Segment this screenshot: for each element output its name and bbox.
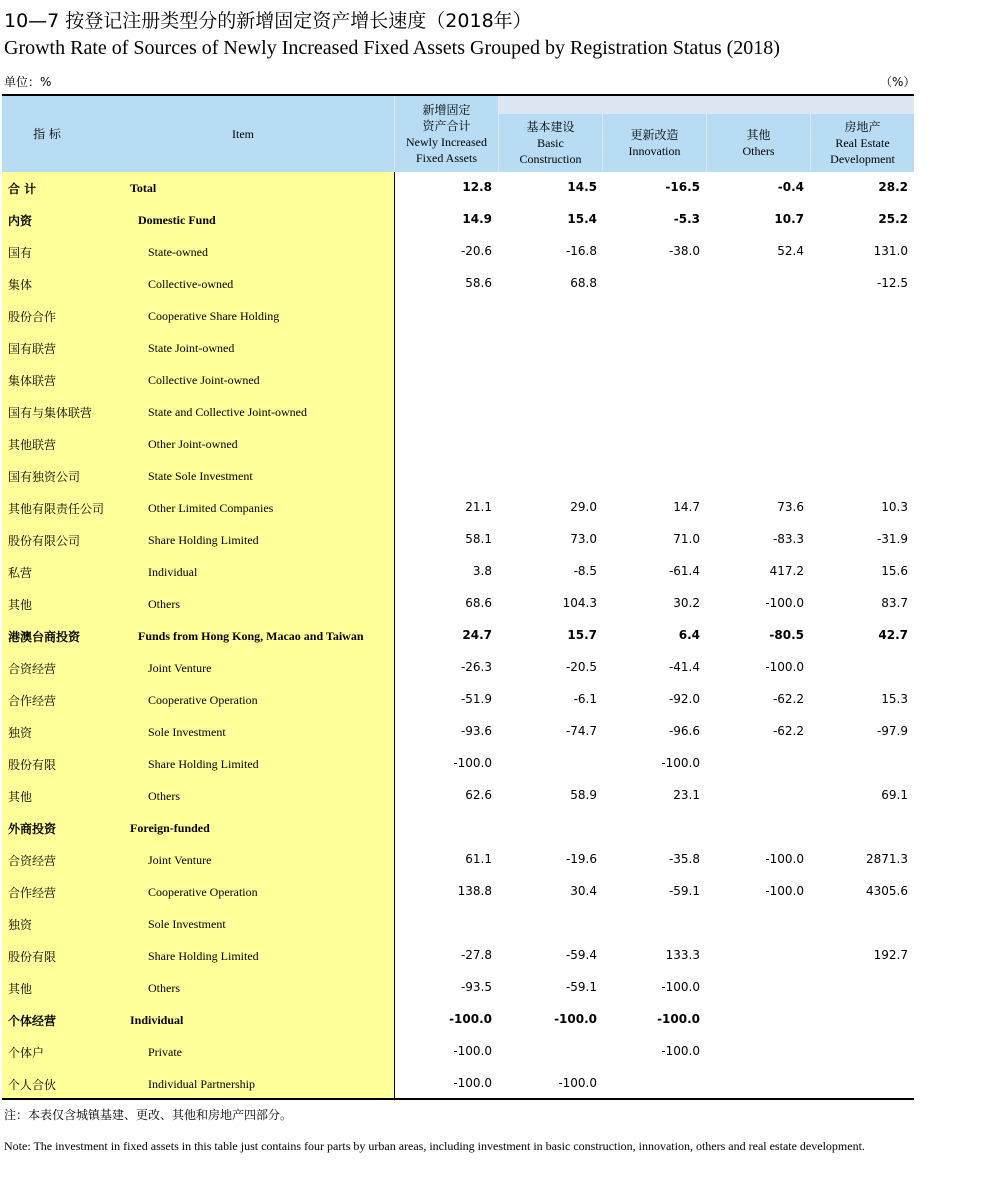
cell-value: 73.6: [777, 500, 804, 514]
cell-value: 133.3: [665, 948, 700, 962]
cell-value: 21.1: [465, 500, 492, 514]
cell-value: -100.0: [661, 756, 700, 770]
cell-value: 104.3: [562, 596, 597, 610]
row-label-cn: 合资经营: [8, 854, 57, 868]
cell-value: 15.4: [567, 212, 597, 226]
row-label-cn: 内资: [8, 214, 33, 228]
page-title-en: Growth Rate of Sources of Newly Increased Fixed Assets Grouped by Registration Status (2018): [4, 37, 780, 59]
table-row: [2, 300, 914, 332]
cell-value: 30.2: [673, 596, 700, 610]
table-row: [2, 396, 914, 428]
row-label-cn: 港澳台商投资: [8, 630, 81, 644]
header-col-total-cn1: 新增固定: [422, 103, 471, 117]
row-label-en: Others: [148, 981, 180, 995]
footnote-en: Note: The investment in fixed assets in this table just contains four parts by urban areas, including investment in basic construction, innovation, others and real estate development.: [4, 1139, 865, 1153]
cell-value: -100.0: [554, 1012, 597, 1026]
row-label-cn: 股份合作: [8, 310, 57, 324]
cell-value: -59.1: [565, 980, 597, 994]
table-row: [2, 524, 914, 556]
cell-value: -31.9: [876, 532, 908, 546]
cell-value: 29.0: [570, 500, 597, 514]
table-row: [2, 172, 914, 204]
cell-value: -8.5: [573, 564, 597, 578]
row-label-cn: 国有: [8, 246, 33, 260]
cell-value: -19.6: [565, 852, 597, 866]
cell-value: 68.6: [465, 596, 492, 610]
row-label-en: Others: [148, 597, 180, 611]
row-label-cn: 合作经营: [8, 694, 57, 708]
cell-value: -20.6: [460, 244, 492, 258]
cell-value: -12.5: [876, 276, 908, 290]
table-row: [2, 268, 914, 300]
cell-value: -80.5: [769, 628, 804, 642]
table-row: [2, 1004, 914, 1036]
cell-value: -27.8: [460, 948, 492, 962]
cell-value: -16.5: [665, 180, 700, 194]
header-indicator-label: 指 标: [33, 127, 61, 141]
cell-value: 10.7: [774, 212, 804, 226]
row-label-cn: 其他: [8, 598, 33, 612]
cell-value: -0.4: [777, 180, 804, 194]
table-row: [2, 940, 914, 972]
cell-value: -100.0: [558, 1076, 597, 1090]
table-row: [2, 876, 914, 908]
cell-value: 2871.3: [866, 852, 908, 866]
row-label-cn: 独资: [8, 918, 33, 932]
table-header: [2, 94, 914, 172]
cell-value: 23.1: [673, 788, 700, 802]
row-label-en: Sole Investment: [148, 917, 226, 931]
table-row: [2, 1036, 914, 1068]
table-row: [2, 716, 914, 748]
header-col-innovation-cn: 更新改造: [630, 128, 679, 142]
row-label-en: Private: [148, 1045, 182, 1059]
header-col-total-en1: Newly Increased: [406, 135, 487, 149]
table-row: [2, 684, 914, 716]
row-label-en: Cooperative Share Holding: [148, 309, 280, 323]
row-label-cn: 国有独资公司: [8, 470, 81, 484]
table-row: [2, 652, 914, 684]
cell-value: -100.0: [453, 756, 492, 770]
row-label-en: State-owned: [148, 245, 208, 259]
header-col-innovation: [603, 114, 706, 172]
table-row: [2, 492, 914, 524]
table-row: [2, 332, 914, 364]
header-item-label: Item: [232, 127, 254, 141]
header-col-others-cn: 其他: [746, 128, 771, 142]
row-label-cn: 合资经营: [8, 662, 57, 676]
row-label-en: Individual: [148, 565, 198, 579]
cell-value: -100.0: [657, 1012, 700, 1026]
cell-value: 138.8: [457, 884, 492, 898]
cell-value: -100.0: [765, 660, 804, 674]
cell-value: -100.0: [765, 852, 804, 866]
header-col-others-en1: Others: [742, 144, 775, 158]
table-row: [2, 460, 914, 492]
cell-value: 14.5: [567, 180, 597, 194]
table-row: [2, 1068, 914, 1100]
cell-value: -100.0: [453, 1044, 492, 1058]
cell-value: -59.1: [668, 884, 700, 898]
cell-value: 10.3: [881, 500, 908, 514]
cell-value: 12.8: [462, 180, 492, 194]
row-label-en: Other Limited Companies: [148, 501, 274, 515]
row-label-en: Total: [130, 181, 157, 195]
table-row: [2, 780, 914, 812]
header-col-realestate-en2: Development: [830, 152, 895, 166]
table-row: [2, 204, 914, 236]
cell-value: -100.0: [765, 884, 804, 898]
cell-value: -92.0: [668, 692, 700, 706]
cell-value: -26.3: [460, 660, 492, 674]
cell-value: 4305.6: [866, 884, 908, 898]
cell-value: -38.0: [668, 244, 700, 258]
row-label-cn: 集体: [8, 278, 33, 292]
header-col-others: [707, 114, 810, 172]
cell-value: 42.7: [878, 628, 908, 642]
row-label-en: Sole Investment: [148, 725, 226, 739]
cell-value: 73.0: [570, 532, 597, 546]
cell-value: 58.6: [465, 276, 492, 290]
cell-value: -35.8: [668, 852, 700, 866]
table-row: [2, 588, 914, 620]
row-label-en: Other Joint-owned: [148, 437, 238, 451]
row-label-en: Cooperative Operation: [148, 693, 258, 707]
row-label-en: Individual: [130, 1013, 184, 1027]
row-label-cn: 国有联营: [8, 342, 57, 356]
cell-value: 62.6: [465, 788, 492, 802]
unit-label: 单位：%: [4, 75, 52, 89]
cell-value: 61.1: [465, 852, 492, 866]
cell-value: -41.4: [668, 660, 700, 674]
row-label-cn: 个人合伙: [8, 1078, 57, 1092]
row-label-en: State Sole Investment: [148, 469, 253, 483]
row-label-cn: 外商投资: [8, 822, 57, 836]
cell-value: 58.1: [465, 532, 492, 546]
cell-value: -100.0: [661, 1044, 700, 1058]
row-label-cn: 其他: [8, 982, 33, 996]
row-label-cn: 个体经营: [8, 1014, 57, 1028]
row-label-en: Share Holding Limited: [148, 949, 259, 963]
row-label-cn: 国有与集体联营: [8, 406, 93, 420]
cell-value: -62.2: [772, 692, 804, 706]
cell-value: 15.7: [567, 628, 597, 642]
cell-value: -16.8: [565, 244, 597, 258]
cell-value: 6.4: [678, 628, 700, 642]
row-label-en: Share Holding Limited: [148, 533, 259, 547]
table-row: [2, 844, 914, 876]
data-table: [2, 94, 914, 1100]
header-col-total-cn2: 资产合计: [422, 119, 471, 133]
cell-value: -100.0: [661, 980, 700, 994]
table-row: [2, 620, 914, 652]
row-label-cn: 其他有限责任公司: [8, 502, 105, 516]
row-label-cn: 集体联营: [8, 374, 57, 388]
table-row: [2, 748, 914, 780]
cell-value: 24.7: [462, 628, 492, 642]
cell-value: -100.0: [765, 596, 804, 610]
row-label-en: Cooperative Operation: [148, 885, 258, 899]
cell-value: 417.2: [769, 564, 804, 578]
row-label-cn: 其他: [8, 790, 33, 804]
cell-value: -61.4: [668, 564, 700, 578]
table-row: [2, 812, 914, 844]
row-label-cn: 独资: [8, 726, 33, 740]
cell-value: 68.8: [570, 276, 597, 290]
table-row: [2, 908, 914, 940]
header-col-basic-en2: Construction: [519, 152, 582, 166]
footnote-cn: 注：本表仅含城镇基建、更改、其他和房地产四部分。: [4, 1108, 293, 1122]
cell-value: 25.2: [878, 212, 908, 226]
row-label-en: Joint Venture: [148, 853, 212, 867]
cell-value: -62.2: [772, 724, 804, 738]
row-label-en: State and Collective Joint-owned: [148, 405, 307, 419]
cell-value: 131.0: [873, 244, 908, 258]
table-row: [2, 556, 914, 588]
unit-label-right: （%）: [880, 75, 916, 89]
cell-value: -6.1: [573, 692, 597, 706]
cell-value: -100.0: [453, 1076, 492, 1090]
header-col-total-en2: Fixed Assets: [415, 151, 477, 165]
cell-value: -100.0: [449, 1012, 492, 1026]
header-col-basic-en1: Basic: [537, 136, 564, 150]
row-label-en: Individual Partnership: [148, 1077, 255, 1091]
row-label-cn: 其他联营: [8, 438, 57, 452]
cell-value: 83.7: [881, 596, 908, 610]
cell-value: 14.9: [462, 212, 492, 226]
cell-value: 69.1: [881, 788, 908, 802]
cell-value: 52.4: [777, 244, 804, 258]
cell-value: -5.3: [673, 212, 700, 226]
row-label-en: State Joint-owned: [148, 341, 235, 355]
cell-value: -96.6: [668, 724, 700, 738]
row-label-cn: 股份有限公司: [8, 534, 81, 548]
row-label-en: Collective Joint-owned: [148, 373, 260, 387]
row-label-en: Funds from Hong Kong, Macao and Taiwan: [138, 629, 364, 643]
cell-value: 14.7: [673, 500, 700, 514]
cell-value: 28.2: [878, 180, 908, 194]
row-label-en: Joint Venture: [148, 661, 212, 675]
table-row: [2, 972, 914, 1004]
header-col-realestate-cn: 房地产: [844, 120, 881, 134]
cell-value: 15.3: [881, 692, 908, 706]
header-item: [92, 96, 394, 172]
header-col-basic: [499, 114, 602, 172]
row-label-en: Others: [148, 789, 180, 803]
row-label-cn: 个体户: [8, 1046, 45, 1060]
row-label-en: Foreign-funded: [130, 821, 210, 835]
header-col-innovation-en1: Innovation: [628, 144, 681, 158]
cell-value: 58.9: [570, 788, 597, 802]
row-label-en: Collective-owned: [148, 277, 234, 291]
header-indicator: [2, 96, 92, 172]
table-row: [2, 428, 914, 460]
header-col-realestate: [811, 114, 914, 172]
row-label-cn: 股份有限: [8, 758, 57, 772]
cell-value: -59.4: [565, 948, 597, 962]
row-label-cn: 私营: [8, 566, 33, 580]
row-label-en: Share Holding Limited: [148, 757, 259, 771]
cell-value: -93.6: [460, 724, 492, 738]
cell-value: -83.3: [772, 532, 804, 546]
page-title-cn: 10—7 按登记注册类型分的新增固定资产增长速度（2018年）: [4, 10, 532, 32]
table-row: [2, 364, 914, 396]
row-label-cn: 股份有限: [8, 950, 57, 964]
cell-value: -20.5: [565, 660, 597, 674]
cell-value: 15.6: [881, 564, 908, 578]
cell-value: -74.7: [565, 724, 597, 738]
cell-value: 3.8: [472, 564, 492, 578]
cell-value: 192.7: [873, 948, 908, 962]
cell-value: -51.9: [460, 692, 492, 706]
row-label-en: Domestic Fund: [138, 213, 216, 227]
cell-value: -97.9: [876, 724, 908, 738]
header-col-realestate-en1: Real Estate: [835, 136, 890, 150]
row-label-cn: 合作经营: [8, 886, 57, 900]
table-body: [2, 172, 914, 1100]
header-col-basic-cn: 基本建设: [526, 120, 575, 134]
row-label-cn: 合 计: [8, 182, 37, 196]
header-col-total: [395, 96, 498, 172]
cell-value: -93.5: [460, 980, 492, 994]
cell-value: 30.4: [570, 884, 597, 898]
cell-value: 71.0: [673, 532, 700, 546]
table-row: [2, 236, 914, 268]
